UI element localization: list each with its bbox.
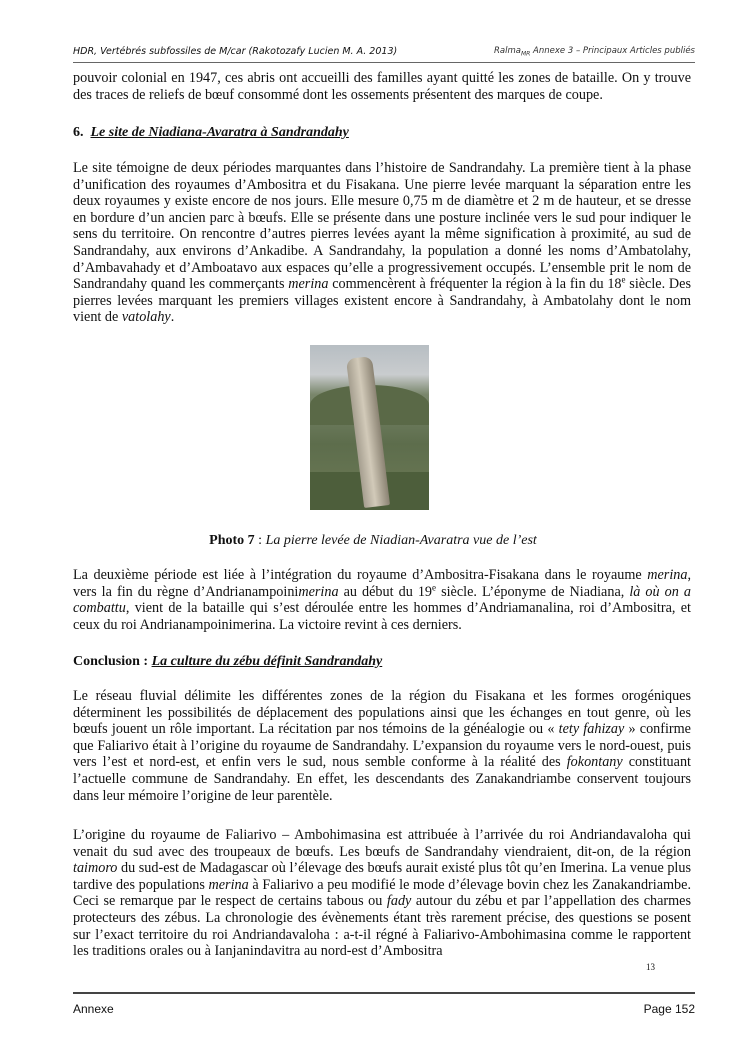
standing-stone-photo [310, 345, 429, 510]
running-header [73, 46, 695, 63]
page-footer [73, 992, 695, 1016]
footnote-number: 13 [646, 962, 655, 972]
paragraph-4: L’origine du royaume de Faliarivo – Ambohimasina est attribuée à l’arrivée du roi Andriandavaloha qui venait du sud avec des troupeaux de bœufs. Les bœufs de Sandrandahy viendraient, dit-on, de la région taimoro du sud-est de Madagascar où l’élevage des bœufs aurait existé plus tôt qu’en Imerina. La venue plus tardive des populations merina à Faliarivo a peu modifié le mode d’élevage bovin chez les Zanakandriambe. Ceci se remarque par le respect de certains tabous ou fady autour du zébu et par l’appellation des charmes protecteurs des zébus. La chronologie des évènements étant très rarement précise, des questions se posent sur l’exact territoire du roi Andriandavaloha : a-t-il régné à Faliarivo-Ambohimasina comme le rapportent les traditions orales ou à Ianjanindavitra au nord-est d’Ambositra [73, 827, 691, 960]
paragraph-3: Le réseau fluvial délimite les différentes zones de la région du Fisakana et les formes orogéniques déterminent les possibilités de déplacement des populations ainsi que les échanges en tout genre, où les bœufs jouent un rôle important. La récitation par nos témoins de la généalogie ou « tety fahizay » confirme que Faliarivo était à l’origine du royaume de Sandrandahy. L’expansion du royaume vers le nord-ouest, puis vers l’est et nord-est, et enfin vers le sud, nous semble conforme à la réalité des fokontany constituant l’actuelle commune de Sandrandahy. En effet, les descendants des Zanakandriambe conservent toujours dans leur mémoire l’origine de leur parentèle. [73, 688, 691, 804]
header-left: HDR, Vertébrés subfossiles de M/car (Rakotozafy Lucien M. A. 2013) [73, 46, 398, 57]
intro-paragraph: pouvoir colonial en 1947, ces abris ont accueilli des familles ayant quitté les zones de bataille. On y trouve des traces de reliefs de bœuf consommé dont les ossements présentent des marques de coupe. [73, 70, 691, 103]
paragraph-2: La deuxième période est liée à l’intégration du royaume d’Ambositra-Fisakana dans le royaume merina, vers la fin du règne d’Andrianampoinimerina au début du 19e siècle. L’éponyme de Niadiana, là où on a combattu, vient de la bataille qui s’est déroulée entre les hommes d’Andriamanalina, roi d’Ambositra, et ceux du roi Andrianampoinimerina. La victoire revint à ces derniers. [73, 567, 691, 633]
footer-left: Annexe [73, 1002, 114, 1016]
page-number: Page 152 [643, 1002, 695, 1016]
section-6-heading: 6. Le site de Niadiana-Avaratra à Sandrandahy [73, 125, 349, 140]
header-right: Ralma$_{MR}$ Annexe 3 – Principaux Articles publiés [494, 46, 695, 58]
paragraph-1: Le site témoigne de deux périodes marquantes dans l’histoire de Sandrandahy. La première tient à la phase d’unification des royaumes d’Ambositra et du Fisakana. Une pierre levée marquant la séparation entre les deux royaumes y existe encore de nos jours. Elle mesure 0,75 m de diamètre et 2 m de hauteur, et se dresse en bordure d’un ancien parc à bœufs. Elle se présente dans une posture inclinée vers le sud pour indiquer le sens du territoire. On rencontre d’autres pierres levées ayant la même signification à proximité, au sud de Sandrandahy, aux environs d’Ankadibe. A Sandrandahy, la population a donné les noms d’Ambatolahy, d’Ambavahady et d’Amboatavo aux espaces qu’elle a progressivement occupés. L’ensemble prit le nom de Sandrandahy quand les commerçants merina commencèrent à fréquenter la région à la fin du 18e siècle. Des pierres levées marquant les premiers villages existent encore à Sandrandahy, à Ambatolahy dont le nom vient de vatolahy. [73, 160, 691, 326]
photo-caption: Photo 7 : La pierre levée de Niadian-Avaratra vue de l’est [209, 533, 537, 548]
conclusion-heading: Conclusion : La culture du zébu définit Sandrandahy [73, 654, 383, 669]
